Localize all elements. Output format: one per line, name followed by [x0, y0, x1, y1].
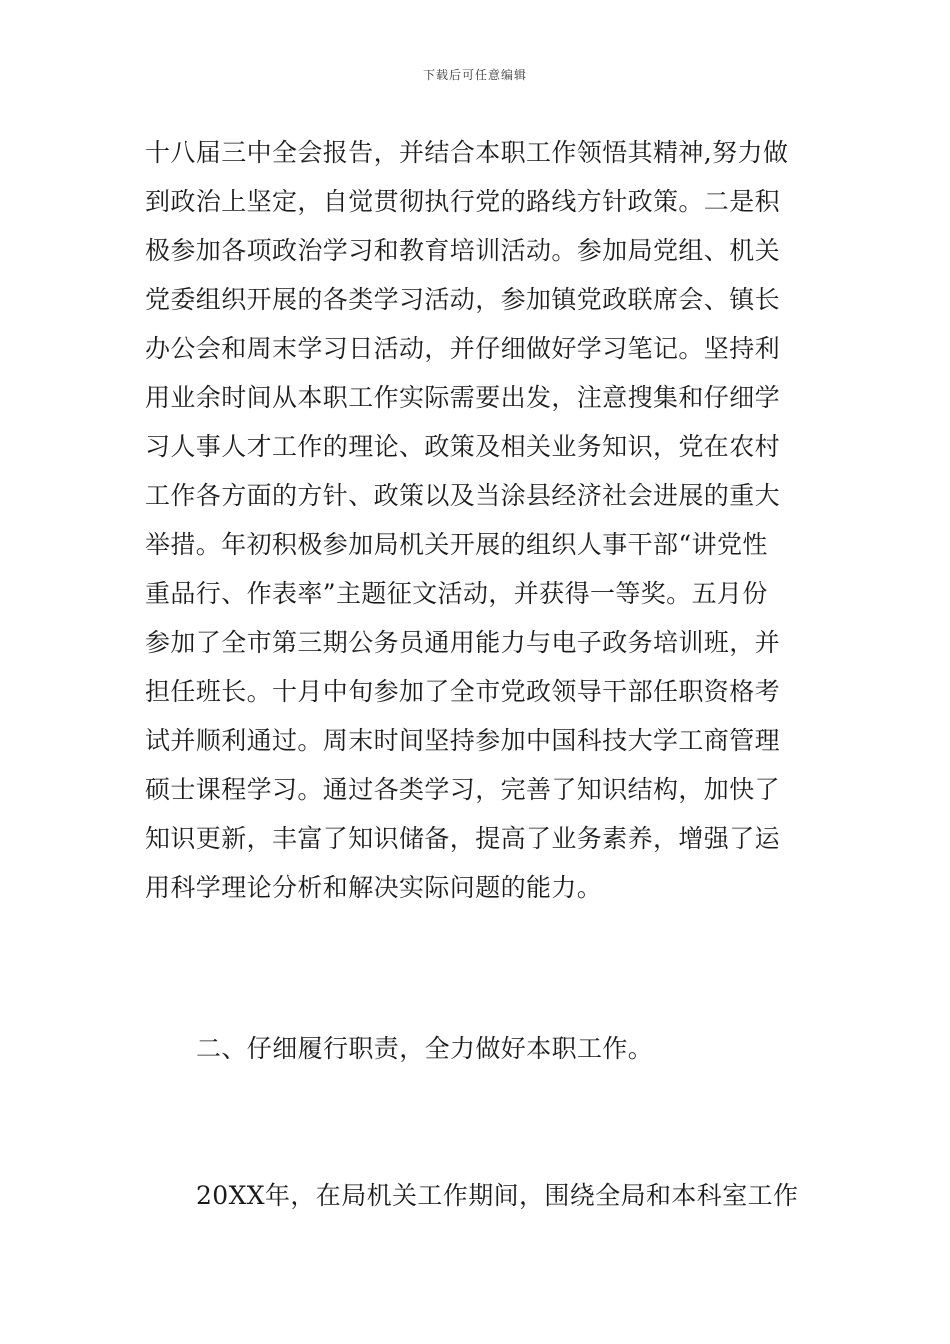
text-line: 试并顺利通过。周末时间坚持参加中国科技大学工商管理	[145, 726, 781, 755]
page-header-note: 下载后可任意编辑	[422, 68, 527, 82]
text-line: 用科学理论分析和解决实际问题的能力。	[145, 873, 603, 902]
text-line: 办公会和周末学习日活动，并仔细做好学习笔记。坚持利	[145, 334, 781, 363]
text-line: 担任班长。十月中旬参加了全市党政领导干部任职资格考	[145, 677, 781, 706]
text-line: 重品行、作表率”主题征文活动，并获得一等奖。五月份	[145, 579, 768, 608]
text-line: 习人事人才工作的理论、政策及相关业务知识，党在农村	[145, 432, 781, 461]
paragraph-start: 20XX年，在局机关工作期间，围绕全局和本科室工作	[196, 1181, 799, 1210]
text-line: 硕士课程学习。通过各类学习，完善了知识结构，加快了	[145, 775, 781, 804]
text-line: 用业余时间从本职工作实际需要出发，注意搜集和仔细学	[145, 383, 781, 412]
section-heading: 二、仔细履行职责，全力做好本职工作。	[196, 1034, 654, 1063]
text-line: 工作各方面的方针、政策以及当涂县经济社会进展的重大	[145, 481, 781, 510]
text-line: 十八届三中全会报告，并结合本职工作领悟其精神,努力做	[145, 138, 789, 167]
text-line: 极参加各项政治学习和教育培训活动。参加局党组、机关	[145, 236, 781, 265]
text-line: 党委组织开展的各类学习活动，参加镇党政联席会、镇长	[145, 285, 781, 314]
text-line: 举措。年初积极参加局机关开展的组织人事干部“讲党性	[145, 530, 768, 559]
text-line: 到政治上坚定，自觉贯彻执行党的路线方针政策。二是积	[145, 187, 781, 216]
body-paragraph	[145, 128, 810, 912]
text-line: 知识更新，丰富了知识储备，提高了业务素养，增强了运	[145, 824, 781, 853]
text-line: 参加了全市第三期公务员通用能力与电子政务培训班，并	[145, 628, 781, 657]
